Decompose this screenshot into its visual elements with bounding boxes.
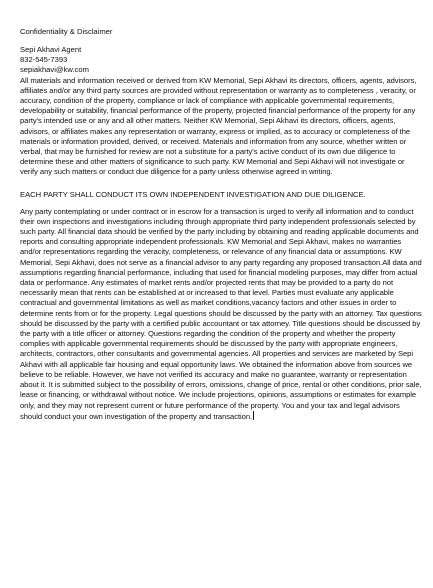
text-cursor (253, 411, 254, 420)
agent-name: Sepi Akhavi Agent (20, 45, 82, 54)
paragraph-2-text: Any party contemplating or under contract or in escrow for a transaction is urged to verify all information and to conduct their own inspections and investigations including through appropriate third party independent professionals selected by such party. All financial data should be verified by the party including by obtaining and reading applicable documents and reports and consulting appropriate independent professionals. KW Memorial and Sepi Akhavi, makes no warranties and/or representations regarding the veracity, completeness, or relevance of any financial data or assumptions. KW Memorial, Sepi Akhavi, does not serve as a financial advisor to any party regarding any proposed transaction.All data and assumptions regarding financial performance, including that used for financial modeling purposes, may differ from actual data or performance. Any estimates of market rents and/or projected rents that may be provided to a party do not necessarily mean that rents can be established at or increased to that level. Parties must evaluate any applicable contractual and governmental limitations as well as market conditions,vacancy factors and other issues in order to determine rents from or for the property. Legal questions should be discussed by the party with an attorney. Tax questions should be discussed by the party with a certified public accountant or tax attorney. Title questions should be discussed by the party with a title officer or attorney. Questions regarding the condition of the property and whether the property complies with applicable governmental requirements should be discussed by the party with appropriate engineers, architects, contractors, other consultants and governmental agencies. All properties and services are marketed by Sepi Akhavi with all applicable fair housing and equal opportunity laws. We obtained the information above from sources we believe to be reliable. However, we have not verified its accuracy and make no guarantee, warranty or representation about it. It is submitted subject to the possibility of errors, omissions, change of price, rental or other conditions, prior sale, lease or financing, or withdrawal without notice. We include projections, opinions, assumptions or estimates for example only, and they may not represent current or future performance of the property. You and your tax and legal advisors should conduct your own investigation of the property and transaction. (20, 206, 422, 421)
agent-contact-block (20, 45, 422, 76)
agent-phone: 832-545-7393 (20, 55, 68, 65)
disclaimer-paragraph-1: All materials and information received or derived from KW Memorial, Sepi Akhavi its directors, officers, agents, advisors, affiliates and/or any third party sources are provided without representation or warranty as to completeness , veracity, or accuracy, condition of the property, compliance or lack of compliance with applicable governmental requirements, developability or suitability, financial performance of the property, projected financial performance of the property for any party's intended use or any and all other matters. Neither KW Memorial, Sepi Akhavi its directors, officers, agents, advisors, or affiliates makes any representation or warranty, express or implied, as to accuracy or completeness of the materials or information provided, derived, or received. Materials and information from any source, whether written or verbal, that may be furnished for review are not a substitute for a party's active conduct of its own due diligence to determine these and other matters of significance to such party. KW Memorial and Sepi Akhavi will not investigate or verify any such matters or conduct due diligence for a party unless otherwise agreed in writing. (20, 75, 417, 177)
document-title: Confidentiality & Disclaimer (20, 27, 113, 36)
agent-email: sepiakhavi@kw.com (20, 65, 89, 75)
disclaimer-page (20, 6, 422, 422)
disclaimer-paragraph-2[interactable] (20, 207, 422, 422)
due-diligence-heading: EACH PARTY SHALL CONDUCT ITS OWN INDEPENDENT INVESTIGATION AND DUE DILIGENCE. (20, 189, 366, 199)
